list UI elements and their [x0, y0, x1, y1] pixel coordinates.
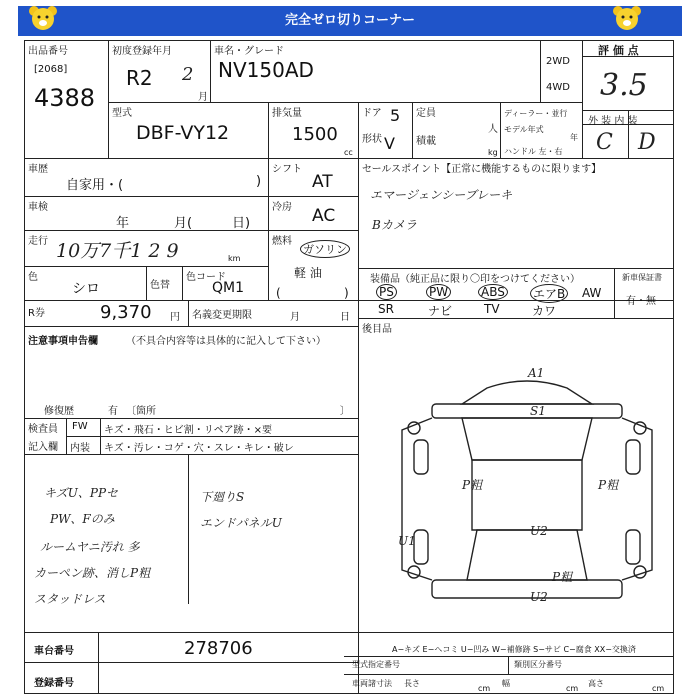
equip-pw: PW — [426, 284, 451, 300]
score-label: 評 価 点 — [598, 44, 639, 57]
first-reg-label: 初度登録年月 — [112, 46, 172, 57]
color-code-value: QM1 — [212, 280, 245, 296]
equip-leather: カワ — [532, 304, 557, 318]
equip-sr: SR — [378, 302, 394, 316]
warranty-label: 新車保証書 — [622, 273, 662, 282]
inspector-row2-head: 内装 — [70, 443, 90, 454]
mark-s1: S1 — [530, 404, 546, 418]
inspector-label-2: 記入欄 — [28, 442, 58, 453]
lot-number: 4388 — [34, 84, 96, 112]
inspection-year: 年 — [116, 216, 130, 231]
doors-value: 5 — [390, 106, 401, 125]
dims-length: 長さ — [404, 679, 420, 688]
displacement-label: 排気量 — [272, 108, 302, 119]
mileage-unit: km — [228, 254, 241, 263]
car-damage-diagram — [392, 370, 662, 620]
hw-note-4: カーペン跡、消しP粗 — [34, 566, 151, 580]
chassis-label: 車台番号 — [34, 646, 74, 657]
first-reg-month: 2 — [182, 64, 194, 85]
class-number-label: 類別区分番号 — [514, 660, 562, 669]
color-code-label: 色コード — [186, 272, 226, 283]
int-score: D — [638, 130, 656, 155]
hw-note-5: スタッドレス — [34, 592, 106, 606]
header-title: 完全ゼロ切りコーナー — [284, 13, 415, 28]
notes-label: 注意事項申告欄 — [28, 336, 98, 347]
mileage-label: 走行 — [28, 236, 48, 247]
fuel-paren-open: ( — [276, 286, 281, 300]
equip-navi: ナビ — [428, 304, 453, 318]
inspector-row1-head: FW — [72, 421, 88, 432]
notes-divider — [188, 454, 189, 604]
after-fit-label: 後目品 — [362, 324, 392, 335]
inspection-day: 日) — [232, 216, 251, 231]
model-code-label: 型式 — [112, 108, 132, 119]
dims-width: 幅 — [502, 679, 510, 688]
shape-value: V — [384, 134, 395, 153]
fuel-label: 燃料 — [272, 236, 292, 247]
drive-2wd: 2WD — [546, 56, 570, 67]
hw-note-3: ルームヤニ汚れ 多 — [40, 540, 140, 554]
history-close: ) — [256, 174, 262, 189]
plate-label: 登録番号 — [34, 678, 74, 689]
capacity-label: 定員 — [416, 108, 436, 119]
mark-p-right: P粗 — [598, 478, 619, 492]
repair-label: 修復歴 — [44, 406, 74, 417]
lot-label: 出品番号 — [28, 46, 68, 57]
ac-label: 冷房 — [272, 202, 292, 213]
equip-abs: ABS — [478, 284, 508, 300]
inspector-label-1: 検査員 — [28, 424, 58, 435]
history-label: 車歴 — [28, 164, 48, 175]
price-value: 9,370 — [100, 302, 152, 323]
shift-label: シフト — [272, 164, 302, 175]
sales-point-1: エマージェンシーブレーキ — [370, 188, 513, 202]
equip-aw: AW — [582, 286, 602, 300]
hw-note-6: 下廻りS — [200, 490, 245, 504]
load-label: 積載 — [416, 136, 436, 147]
dims-height-unit: cm — [652, 684, 665, 693]
color-label: 色 — [28, 272, 38, 283]
equipment-label: 装備品（純正品に限り〇印をつけてください） — [370, 274, 580, 285]
inspection-month: 月( — [174, 216, 193, 231]
repair-value: 有 — [108, 406, 118, 417]
bear-logo-left — [26, 4, 60, 32]
repair-close: 〕 — [340, 406, 350, 417]
equip-tv: TV — [484, 302, 500, 316]
displacement-unit: cc — [344, 148, 353, 157]
hw-note-2: PW、Fのみ — [50, 512, 115, 526]
doors-label: ドア — [362, 108, 382, 119]
mark-u2-top: U2 — [530, 524, 548, 538]
warranty-value: 有・無 — [626, 296, 656, 307]
type-number-label: 型式指定番号 — [352, 660, 400, 669]
dims-length-unit: cm — [478, 684, 491, 693]
displacement-value: 1500 — [292, 124, 338, 145]
mark-u1: U1 — [398, 534, 416, 548]
inspector-row1: キズ・飛石・ヒビ割・リペア跡・×要 — [104, 425, 272, 436]
registration-label: 名義変更期限 — [192, 310, 252, 321]
sales-point-2: Bカメラ — [372, 218, 417, 232]
shape-label: 形状 — [362, 134, 382, 145]
model-name-value: NV150AD — [218, 58, 314, 82]
mark-p-rear: P粗 — [552, 570, 573, 584]
dims-width-unit: cm — [566, 684, 579, 693]
lot-sub: [2068] — [34, 64, 68, 75]
inspector-row2: キズ・汚レ・コゲ・穴・スレ・キレ・破レ — [104, 443, 294, 454]
hw-note-1: キズU、PPセ — [44, 486, 119, 500]
mark-a1: A1 — [528, 366, 545, 380]
hw-note-7: エンドパネルU — [200, 516, 282, 530]
load-unit: kg — [488, 148, 498, 157]
color-change-label: 色替 — [150, 280, 170, 291]
ac-value: AC — [312, 206, 336, 226]
bear-logo-right — [610, 4, 644, 32]
price-label: R券 — [28, 308, 45, 319]
capacity-unit: 人 — [488, 124, 498, 135]
registration-month: 月 — [290, 312, 300, 323]
first-reg-month-unit: 月 — [198, 92, 208, 103]
score-value: 3.5 — [600, 68, 648, 103]
history-value: 自家用・( — [66, 178, 124, 193]
inspection-label: 車検 — [28, 202, 48, 213]
equip-airbag: エアB — [530, 284, 568, 303]
price-unit: 円 — [170, 312, 180, 323]
chassis-value: 278706 — [184, 638, 253, 659]
sales-points-label: セールスポイント【正常に機能するものに限ります】 — [362, 164, 602, 175]
repair-detail: 〔箇所 — [126, 406, 156, 417]
header-bar — [18, 6, 682, 36]
shift-value: AT — [312, 172, 333, 192]
notes-sub: （不具合内容等は具体的に記入して下さい） — [126, 336, 326, 347]
mark-p-left: P粗 — [462, 478, 483, 492]
mileage-value: 10万7千1 2 9 — [56, 240, 179, 262]
equip-ps: PS — [376, 284, 397, 300]
color-value: シロ — [72, 281, 100, 297]
model-code-value: DBF-VY12 — [136, 122, 230, 144]
drive-4wd: 4WD — [546, 82, 570, 93]
registration-day: 日 — [340, 312, 350, 323]
model-year-unit: 年 — [570, 133, 578, 142]
dealer-label: ディーラー・並行 — [504, 109, 568, 118]
fuel-diesel: 軽 油 — [294, 266, 322, 280]
steering-label: ハンドル 左・右 — [504, 147, 563, 156]
ext-score: C — [596, 130, 613, 155]
fuel-paren-close: ) — [344, 286, 349, 300]
dims-height: 高さ — [588, 679, 604, 688]
model-year-label: モデル年式 — [504, 125, 544, 134]
ext-int-label: 外 装 内 装 — [588, 116, 638, 127]
dims-label: 車両諸寸法 — [352, 679, 392, 688]
model-name-label: 車名・グレード — [214, 46, 284, 57]
legend-text: A−キズ E−ヘコミ U−凹み W−補修跡 S−サビ C−腐食 XX−交換済 — [392, 645, 636, 654]
first-reg-era: R2 — [126, 66, 153, 90]
mark-u2-bottom: U2 — [530, 590, 548, 604]
fuel-gasoline: ガソリン — [300, 240, 350, 258]
